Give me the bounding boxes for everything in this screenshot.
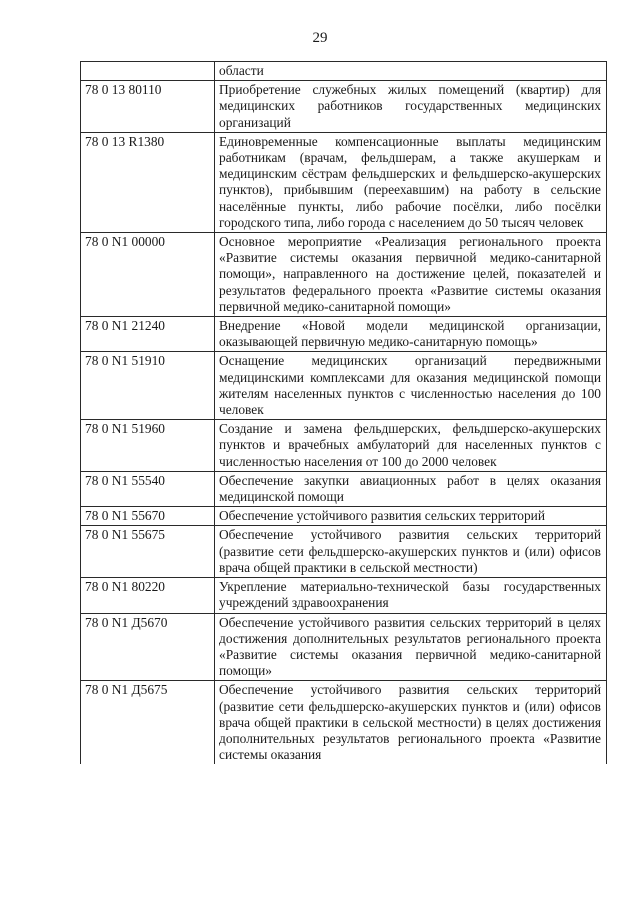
table-row: [81, 317, 607, 352]
table-row: [81, 613, 607, 681]
row-code: 78 0 N1 21240: [81, 317, 215, 352]
row-description: Внедрение «Новой модели медицинской организации, оказывающей первичную медико-санитарную помощь»: [215, 317, 607, 352]
table-row: [81, 420, 607, 472]
row-description: Укрепление материально-технической базы государственных учреждений здравоохранения: [215, 578, 607, 613]
row-description: Обеспечение устойчивого развития сельских территорий (развитие сети фельдшерско-акушерских пунктов и (или) офисов врача общей практики в сельской местности) в целях достижения дополнительных результатов регионального проекта «Развитие системы оказания: [215, 681, 607, 765]
table-row: [81, 578, 607, 613]
row-code: 78 0 N1 55540: [81, 471, 215, 506]
row-code: 78 0 13 R1380: [81, 132, 215, 232]
row-description: Единовременные компенсационные выплаты медицинским работникам (врачам, фельдшерам, а также акушеркам и медицинским сёстрам фельдшерских и фельдшерско-акушерских пунктов), прибывшим (переехавшим) на работу в сельские населённые пункты, либо рабочие посёлки, либо посёлки городского типа, либо города с населением до 50 тысяч человек: [215, 132, 607, 232]
page-number: 29: [312, 30, 328, 46]
table-row: [81, 526, 607, 578]
row-description: Обеспечение устойчивого развития сельских территорий в целях достижения дополнительных результатов регионального проекта «Развитие системы оказания первичной медико-санитарной помощи»: [215, 613, 607, 681]
row-code: 78 0 N1 Д5670: [81, 613, 215, 681]
row-code: [81, 62, 215, 81]
table-row: [81, 233, 607, 317]
row-description: Обеспечение устойчивого развития сельских территорий: [215, 507, 607, 526]
row-code: 78 0 N1 80220: [81, 578, 215, 613]
table-row: [81, 471, 607, 506]
row-code: 78 0 N1 00000: [81, 233, 215, 317]
row-description: Основное мероприятие «Реализация регионального проекта «Развитие системы оказания первичной медико-санитарной помощи», направленного на достижение целей, показателей и результатов федерального проекта «Развитие системы оказания первичной медико-санитарной помощи»: [215, 233, 607, 317]
row-description: области: [215, 62, 607, 81]
row-code: 78 0 N1 51910: [81, 352, 215, 420]
row-code: 78 0 N1 55675: [81, 526, 215, 578]
row-code: 78 0 13 80110: [81, 81, 215, 133]
table-row: [81, 352, 607, 420]
table-row: [81, 681, 607, 765]
table-row: [81, 81, 607, 133]
table-row: [81, 132, 607, 232]
row-code: 78 0 N1 Д5675: [81, 681, 215, 765]
budget-classification-table: [80, 61, 607, 764]
row-description: Обеспечение закупки авиационных работ в целях оказания медицинской помощи: [215, 471, 607, 506]
row-code: 78 0 N1 55670: [81, 507, 215, 526]
table-row: [81, 507, 607, 526]
row-description: Оснащение медицинских организаций передвижными медицинскими комплексами для оказания медицинской помощи жителям населенных пунктов с численностью населения до 100 человек: [215, 352, 607, 420]
row-description: Создание и замена фельдшерских, фельдшерско-акушерских пунктов и врачебных амбулаторий для населенных пунктов с численностью населения от 100 до 2000 человек: [215, 420, 607, 472]
row-description: Обеспечение устойчивого развития сельских территорий (развитие сети фельдшерско-акушерских пунктов и (или) офисов врача общей практики в сельской местности): [215, 526, 607, 578]
row-code: 78 0 N1 51960: [81, 420, 215, 472]
row-description: Приобретение служебных жилых помещений (квартир) для медицинских работников государственных медицинских организаций: [215, 81, 607, 133]
table-row: [81, 62, 607, 81]
